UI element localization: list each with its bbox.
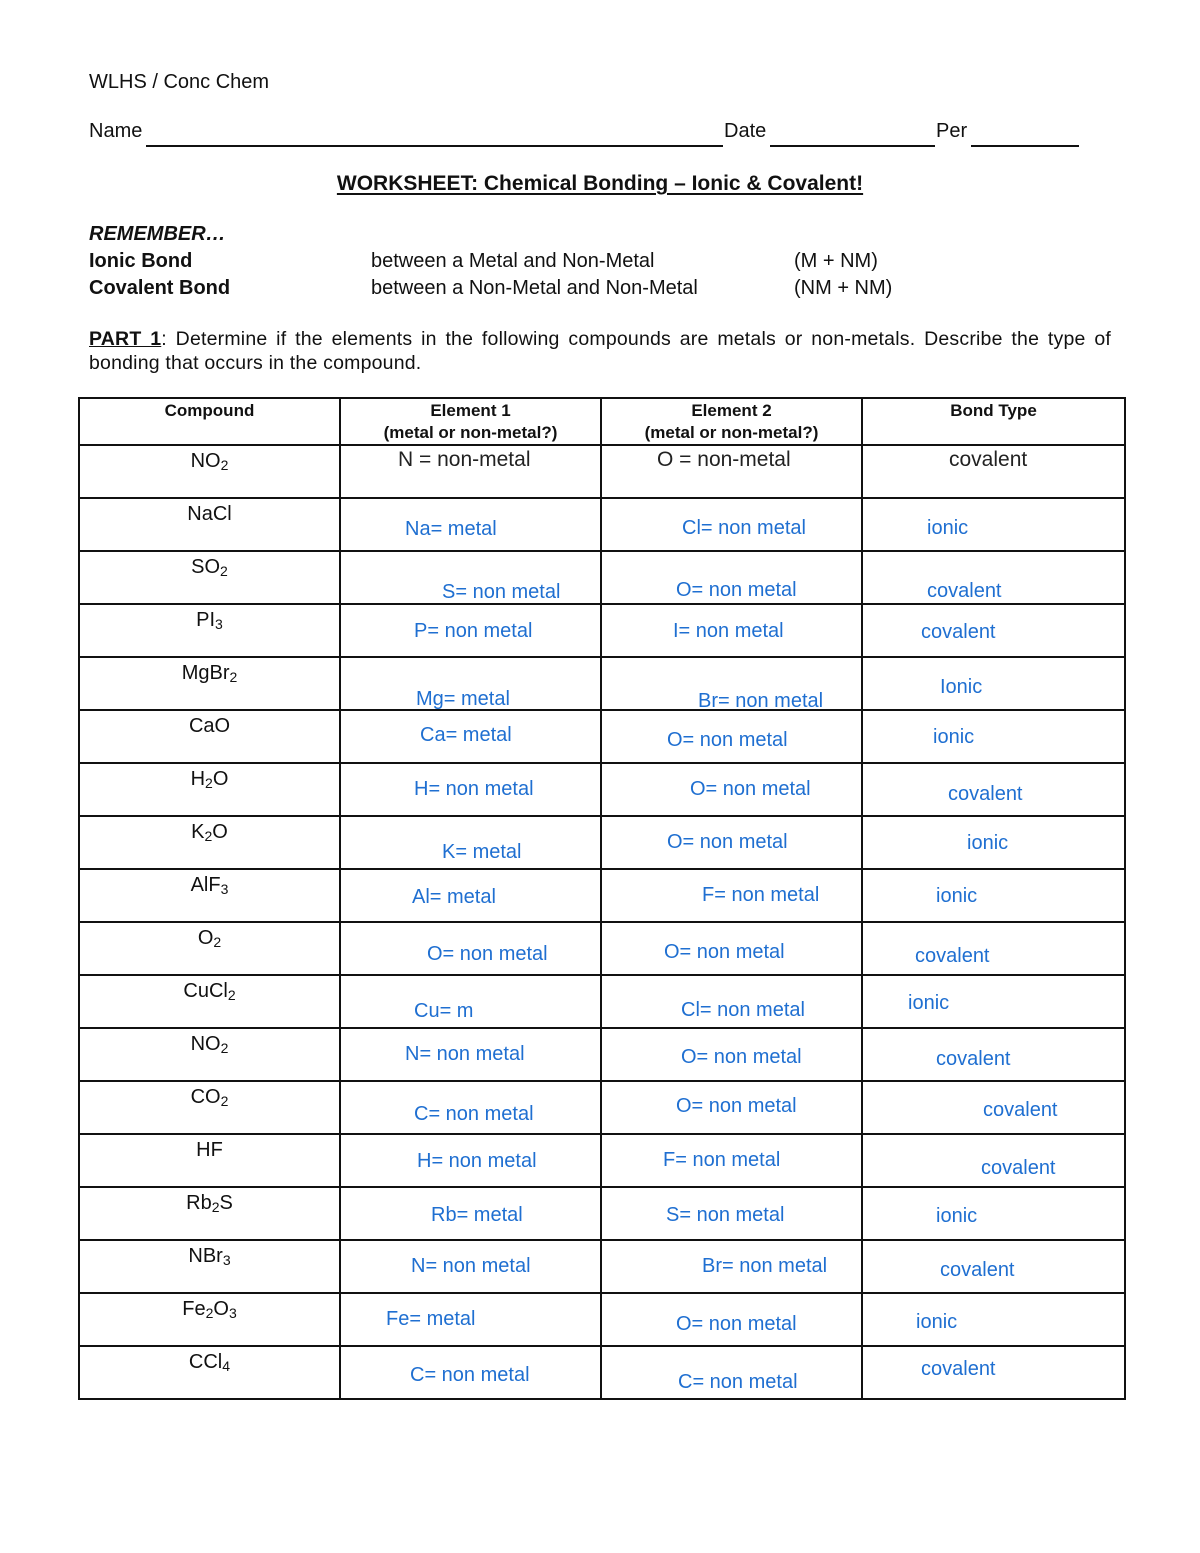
element2-cell [601, 604, 862, 657]
element1-answer: N= non metal [411, 1255, 531, 1277]
header-element-2: Element 2 (metal or non-metal?) [601, 398, 862, 445]
table-row [79, 551, 1125, 604]
bond-type-cell [862, 975, 1125, 1028]
compound-formula: $Fe_2O_3$ [182, 1298, 237, 1321]
bond-type-answer: covalent [948, 783, 1023, 805]
bonding-table [78, 397, 1126, 1400]
element2-cell [601, 1081, 862, 1134]
table-row [79, 1081, 1125, 1134]
table-row [79, 922, 1125, 975]
element2-answer: O= non metal [690, 778, 811, 800]
bond-type-cell [862, 763, 1125, 816]
compound-formula: NaCl [187, 503, 232, 525]
compound-cell [79, 710, 340, 763]
bond-type-answer: covalent [949, 448, 1028, 471]
element2-answer: F= non metal [702, 884, 820, 906]
element2-cell [601, 975, 862, 1028]
compound-formula: NBr$_3$ [188, 1245, 231, 1268]
compound-formula: $NO_2$ [190, 450, 229, 473]
bond-type-cell [862, 445, 1125, 498]
compound-cell [79, 1134, 340, 1187]
date-field[interactable] [770, 145, 935, 147]
compound-cell [79, 1346, 340, 1399]
element1-answer: H= non metal [417, 1150, 537, 1172]
element2-cell [601, 816, 862, 869]
element2-answer: Cl= non metal [681, 999, 805, 1021]
compound-cell [79, 1240, 340, 1293]
element1-answer: C= non metal [410, 1364, 530, 1386]
bond-type-cell [862, 1240, 1125, 1293]
element2-cell [601, 1134, 862, 1187]
element2-answer: O= non metal [681, 1046, 802, 1068]
compound-cell [79, 445, 340, 498]
bond-type-cell [862, 1028, 1125, 1081]
remember-heading: REMEMBER… [89, 223, 226, 245]
element2-cell [601, 551, 862, 604]
element1-cell [340, 604, 601, 657]
ionic-bond-definition [89, 250, 1089, 276]
covalent-bond-definition [89, 277, 1089, 303]
compound-formula: $K_2O$ [191, 821, 228, 844]
bond-type-cell [862, 710, 1125, 763]
element2-answer: Br= non metal [698, 690, 824, 712]
compound-cell [79, 816, 340, 869]
element1-answer: O= non metal [427, 943, 548, 965]
element2-cell [601, 922, 862, 975]
bond-type-cell [862, 551, 1125, 604]
definition-abbreviation: (NM + NM) [794, 277, 893, 299]
element1-cell [340, 1240, 601, 1293]
period-label: Per [936, 120, 968, 142]
bond-type-cell [862, 922, 1125, 975]
bond-type-answer: ionic [927, 517, 969, 539]
element1-answer: Na= metal [405, 518, 497, 540]
part1-instructions [89, 327, 1111, 375]
definition-abbreviation: (M + NM) [794, 250, 878, 272]
element1-cell [340, 1346, 601, 1399]
bond-type-answer: covalent [921, 1358, 996, 1380]
element1-cell [340, 1293, 601, 1346]
table-row [79, 975, 1125, 1028]
period-field[interactable] [971, 145, 1079, 147]
bond-type-answer: covalent [981, 1157, 1056, 1179]
element1-answer: K= metal [442, 841, 522, 863]
bond-type-cell [862, 1134, 1125, 1187]
compound-formula: $O_2$ [197, 927, 222, 950]
compound-formula: HF [196, 1139, 223, 1161]
compound-formula: $NO_2$ [190, 1033, 229, 1056]
compound-cell [79, 1028, 340, 1081]
element1-answer: Cu= m [414, 1000, 474, 1022]
compound-cell [79, 975, 340, 1028]
element2-answer: Cl= non metal [682, 517, 806, 539]
compound-cell [79, 1081, 340, 1134]
compound-formula: $SO_2$ [191, 556, 228, 579]
element1-answer: H= non metal [414, 778, 534, 800]
table-row [79, 869, 1125, 922]
element1-cell [340, 869, 601, 922]
bond-type-cell [862, 657, 1125, 710]
compound-formula: MgBr$_2$ [181, 662, 238, 685]
table-row [79, 1187, 1125, 1240]
table-row [79, 604, 1125, 657]
name-field[interactable] [146, 145, 723, 147]
bond-type-answer: covalent [927, 580, 1002, 602]
element1-answer: C= non metal [414, 1103, 534, 1125]
bond-type-cell [862, 604, 1125, 657]
element2-cell [601, 1240, 862, 1293]
part1-text: : Determine if the elements in the following compounds are metals or non-metals. Describe the type of bonding that occurs in the compound. [89, 328, 1111, 374]
element1-answer: Mg= metal [416, 688, 510, 710]
element1-answer: Rb= metal [431, 1204, 523, 1226]
name-label: Name [89, 120, 143, 142]
compound-formula: $H_2O$ [190, 768, 229, 791]
element1-answer: N = non-metal [398, 448, 531, 471]
bond-type-answer: ionic [936, 1205, 978, 1227]
table-row [79, 657, 1125, 710]
example-row [79, 445, 1125, 498]
bond-type-answer: covalent [940, 1259, 1015, 1281]
compound-formula: CaO [188, 715, 231, 737]
element1-answer: Al= metal [412, 886, 496, 908]
element2-answer: O= non metal [667, 831, 788, 853]
element2-cell [601, 445, 862, 498]
compound-cell [79, 869, 340, 922]
compound-formula: AlF$_3$ [190, 874, 229, 897]
element2-cell [601, 498, 862, 551]
table-row [79, 763, 1125, 816]
element1-cell [340, 498, 601, 551]
compound-formula: CCl$_4$ [188, 1351, 231, 1374]
compound-cell [79, 922, 340, 975]
table-row [79, 1028, 1125, 1081]
part1-label: PART 1 [89, 328, 162, 350]
element1-cell [340, 1187, 601, 1240]
bond-type-answer: ionic [933, 726, 975, 748]
element1-answer: P= non metal [414, 620, 533, 642]
element2-cell [601, 1293, 862, 1346]
table-row [79, 1346, 1125, 1399]
compound-cell [79, 604, 340, 657]
element2-answer: C= non metal [678, 1371, 798, 1393]
element2-cell [601, 657, 862, 710]
element1-cell [340, 1081, 601, 1134]
element2-cell [601, 869, 862, 922]
table-row [79, 816, 1125, 869]
element2-answer: O= non metal [664, 941, 785, 963]
element2-cell [601, 710, 862, 763]
bond-type-answer: ionic [908, 992, 950, 1014]
bond-type-answer: ionic [916, 1311, 958, 1333]
element1-cell [340, 763, 601, 816]
element1-cell [340, 710, 601, 763]
element2-answer: Br= non metal [702, 1255, 828, 1277]
table-row [79, 710, 1125, 763]
element2-answer: O= non metal [667, 729, 788, 751]
element1-cell [340, 657, 601, 710]
compound-cell [79, 498, 340, 551]
element2-cell [601, 1346, 862, 1399]
compound-cell [79, 763, 340, 816]
element1-cell [340, 445, 601, 498]
element2-answer: F= non metal [663, 1149, 781, 1171]
element1-cell [340, 1134, 601, 1187]
compound-formula: CuCl$_2$ [183, 980, 236, 1003]
element2-answer: O= non metal [676, 579, 797, 601]
table-row [79, 1293, 1125, 1346]
student-info-line [89, 120, 1079, 148]
element1-answer: Fe= metal [386, 1308, 476, 1330]
element1-cell [340, 922, 601, 975]
bond-type-answer: Ionic [940, 676, 983, 698]
compound-formula: $PI_3$ [196, 609, 223, 632]
element2-answer: O = non-metal [657, 448, 791, 471]
bond-type-answer: ionic [936, 885, 978, 907]
bond-type-answer: covalent [983, 1099, 1058, 1121]
compound-formula: $CO_2$ [190, 1086, 229, 1109]
definition-description: between a Non-Metal and Non-Metal [371, 277, 698, 299]
table-row [79, 498, 1125, 551]
header-bond-type: Bond Type [862, 398, 1125, 445]
worksheet-title: WORKSHEET: Chemical Bonding – Ionic & Covalent! [336, 172, 864, 195]
compound-formula: $Rb_2S$ [186, 1192, 233, 1215]
header-compound: Compound [79, 398, 340, 445]
bond-type-answer: covalent [936, 1048, 1011, 1070]
bond-type-answer: covalent [915, 945, 990, 967]
table-row [79, 1134, 1125, 1187]
bond-type-cell [862, 1187, 1125, 1240]
element1-answer: N= non metal [405, 1043, 525, 1065]
element2-answer: I= non metal [673, 620, 784, 642]
bond-type-cell [862, 869, 1125, 922]
bond-type-cell [862, 1293, 1125, 1346]
bond-type-answer: ionic [967, 832, 1009, 854]
element1-cell [340, 975, 601, 1028]
compound-cell [79, 551, 340, 604]
compound-cell [79, 1293, 340, 1346]
definition-term: Covalent Bond [89, 277, 231, 299]
element1-answer: S= non metal [442, 581, 561, 603]
element1-cell [340, 1028, 601, 1081]
header-element-1: Element 1 (metal or non-metal?) [340, 398, 601, 445]
compound-cell [79, 657, 340, 710]
course-header: WLHS / Conc Chem [89, 71, 270, 93]
bond-type-answer: covalent [921, 621, 996, 643]
element2-cell [601, 763, 862, 816]
element1-cell [340, 816, 601, 869]
element1-cell [340, 551, 601, 604]
compound-cell [79, 1187, 340, 1240]
bond-type-cell [862, 1081, 1125, 1134]
table-row [79, 1240, 1125, 1293]
definition-description: between a Metal and Non-Metal [371, 250, 655, 272]
bond-type-cell [862, 1346, 1125, 1399]
element1-answer: Ca= metal [420, 724, 512, 746]
element2-answer: O= non metal [676, 1095, 797, 1117]
definition-term: Ionic Bond [89, 250, 193, 272]
element2-answer: S= non metal [666, 1204, 785, 1226]
date-label: Date [724, 120, 767, 142]
element2-cell [601, 1187, 862, 1240]
element2-cell [601, 1028, 862, 1081]
bond-type-cell [862, 816, 1125, 869]
bond-type-cell [862, 498, 1125, 551]
element2-answer: O= non metal [676, 1313, 797, 1335]
table-header-row [79, 398, 1125, 445]
